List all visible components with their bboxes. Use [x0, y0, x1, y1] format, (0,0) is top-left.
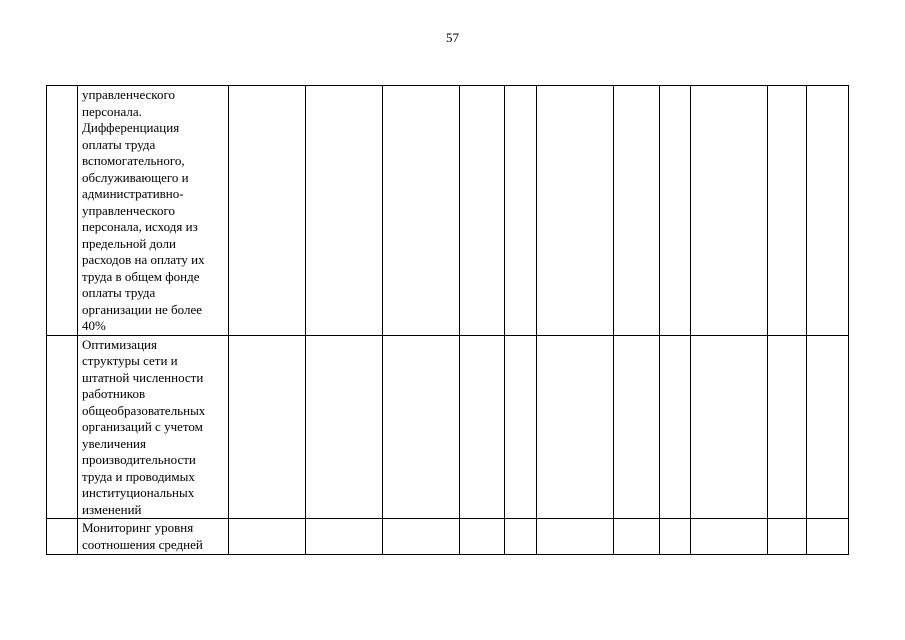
text-line: штатной численности	[82, 369, 204, 385]
empty-cell	[537, 86, 614, 336]
text-line: управленческого	[82, 87, 175, 102]
empty-cell	[807, 335, 849, 519]
table-row	[47, 86, 849, 336]
text-line: работников	[82, 386, 146, 401]
empty-cell	[691, 86, 768, 336]
empty-cell	[505, 519, 537, 555]
empty-cell	[768, 335, 807, 519]
text-line: труда и проводимых	[82, 468, 195, 484]
text-line: производительности	[82, 452, 196, 467]
activity-description-cell	[78, 86, 229, 336]
empty-cell	[460, 86, 505, 336]
row-number-cell	[47, 86, 78, 336]
text-line: 40%	[82, 318, 106, 333]
table-row	[47, 335, 849, 519]
text-line: общеобразовательных	[82, 402, 206, 418]
empty-cell	[537, 335, 614, 519]
text-line: Оптимизация	[82, 336, 157, 352]
page-number: 57	[446, 30, 459, 45]
empty-cell	[691, 335, 768, 519]
empty-cell	[807, 86, 849, 336]
empty-cell	[614, 335, 660, 519]
empty-cell	[691, 519, 768, 555]
row-number-cell	[47, 335, 78, 519]
empty-cell	[460, 335, 505, 519]
text-line: увеличения	[82, 435, 146, 451]
empty-cell	[460, 519, 505, 555]
text-line: организаций с учетом	[82, 419, 203, 434]
text-line: труда в общем фонде	[82, 268, 200, 284]
empty-cell	[505, 86, 537, 336]
text-line: Мониторинг уровня	[82, 520, 194, 535]
text-line: соотношения средней	[82, 536, 203, 552]
empty-cell	[660, 335, 691, 519]
empty-cell	[807, 519, 849, 555]
table-row	[47, 519, 849, 555]
text-line: персонала, исходя из	[82, 219, 198, 234]
empty-cell	[614, 86, 660, 336]
empty-cell	[229, 519, 306, 555]
empty-cell	[306, 86, 383, 336]
text-line: предельной доли	[82, 235, 176, 251]
text-line: расходов на оплату их	[82, 252, 205, 267]
text-line: оплаты труда	[82, 136, 156, 152]
empty-cell	[383, 335, 460, 519]
empty-cell	[660, 86, 691, 336]
text-line: Дифференциация	[82, 120, 180, 135]
empty-cell	[660, 519, 691, 555]
activity-description-cell	[78, 519, 229, 555]
row-number-cell	[47, 519, 78, 555]
text-line: управленческого	[82, 202, 175, 218]
text-line: институциональных	[82, 485, 195, 500]
empty-cell	[383, 86, 460, 336]
text-line: структуры сети и	[82, 353, 178, 368]
text-line: вспомогательного,	[82, 153, 185, 168]
empty-cell	[505, 335, 537, 519]
empty-cell	[229, 335, 306, 519]
text-line: персонала.	[82, 103, 142, 119]
empty-cell	[768, 519, 807, 555]
empty-cell	[383, 519, 460, 555]
text-line: организации не более	[82, 301, 202, 317]
text-line: изменений	[82, 501, 142, 517]
empty-cell	[306, 335, 383, 519]
text-line: обслуживающего и	[82, 169, 189, 185]
activity-description-cell	[78, 335, 229, 519]
empty-cell	[768, 86, 807, 336]
text-line: оплаты труда	[82, 285, 156, 300]
empty-cell	[537, 519, 614, 555]
empty-cell	[306, 519, 383, 555]
empty-cell	[229, 86, 306, 336]
activities-table	[46, 85, 849, 555]
text-line: административно-	[82, 186, 184, 201]
empty-cell	[614, 519, 660, 555]
